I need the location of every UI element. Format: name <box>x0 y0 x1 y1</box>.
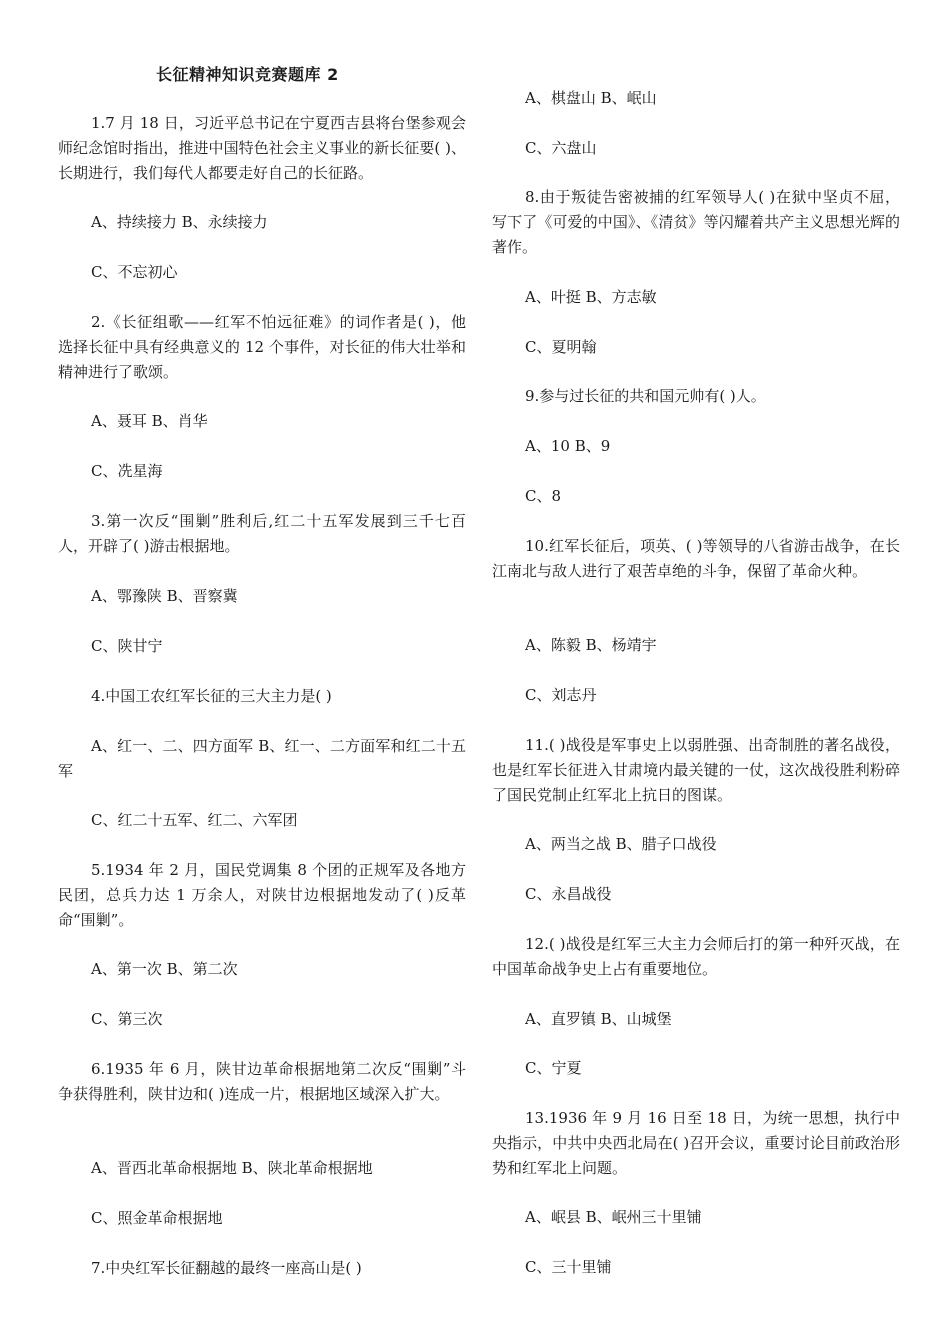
question-5: 5.1934 年 2 月，国民党调集 8 个团的正规军及各地方民团，总兵力达 1 万余人，对陕甘边根据地发动了( )反革命“围剿”。 <box>58 861 466 929</box>
question-2-option-c: C、冼星海 <box>91 462 163 480</box>
question-8-options-ab: A、叶挺 B、方志敏 <box>525 288 657 306</box>
question-1: 1.7 月 18 日，习近平总书记在宁夏西吉县将台堡参观会师纪念馆时指出，推进中国特色社会主义事业的新长征要( )、长期进行，我们每代人都要走好自己的长征路。 <box>58 114 466 182</box>
question-9-options-ab: A、10 B、9 <box>525 437 611 455</box>
question-11-option-c: C、永昌战役 <box>525 885 612 903</box>
question-3-option-c: C、陕甘宁 <box>91 637 163 655</box>
question-5-options-ab: A、第一次 B、第二次 <box>91 960 238 978</box>
question-13-option-c: C、三十里铺 <box>525 1258 612 1276</box>
question-4-option-c: C、红二十五军、红二、六军团 <box>91 811 298 829</box>
question-10-option-c: C、刘志丹 <box>525 686 597 704</box>
question-11-options-ab: A、两当之战 B、腊子口战役 <box>525 835 717 853</box>
question-2: 2.《长征组歌——红军不怕远征难》的词作者是( )，他选择长征中具有经典意义的 12 个事件，对长征的伟大壮举和精神进行了歌颂。 <box>58 313 466 381</box>
question-6: 6.1935 年 6 月，陕甘边革命根据地第二次反“围剿”斗争获得胜利，陕甘边和( )连成一片，根据地区域深入扩大。 <box>58 1060 466 1103</box>
question-9-option-c: C、8 <box>525 487 562 505</box>
question-4: 4.中国工农红军长征的三大主力是( ) <box>91 687 332 705</box>
question-1-option-c: C、不忘初心 <box>91 263 178 281</box>
question-3-options-ab: A、鄂豫陕 B、晋察冀 <box>91 587 238 605</box>
question-4-options-ab: A、红一、二、四方面军 B、红一、二方面军和红二十五军 <box>58 737 466 780</box>
question-7-options-ab: A、棋盘山 B、岷山 <box>525 89 657 107</box>
page-title: 长征精神知识竞赛题库 2 <box>156 65 339 84</box>
question-12-options-ab: A、直罗镇 B、山城堡 <box>525 1010 672 1028</box>
question-6-option-c: C、照金革命根据地 <box>91 1209 223 1227</box>
question-13: 13.1936 年 9 月 16 日至 18 日，为统一思想，执行中央指示，中共中央西北局在( )召开会议，重要讨论目前政治形势和红军北上问题。 <box>492 1109 900 1177</box>
question-10: 10.红军长征后，项英、( )等领导的八省游击战争，在长江南北与敌人进行了艰苦卓绝的斗争，保留了革命火种。 <box>492 537 900 580</box>
question-11: 11.( )战役是军事史上以弱胜强、出奇制胜的著名战役，也是红军长征进入甘肃境内最关键的一仗，这次战役胜利粉碎了国民党制止红军北上抗日的图谋。 <box>492 736 900 804</box>
question-8-option-c: C、夏明翰 <box>525 338 597 356</box>
question-6-options-ab: A、晋西北革命根据地 B、陕北革命根据地 <box>91 1159 373 1177</box>
question-3: 3.第一次反“围剿”胜利后,红二十五军发展到三千七百人，开辟了( )游击根据地。 <box>58 512 466 555</box>
question-12-option-c: C、宁夏 <box>525 1059 582 1077</box>
question-13-options-ab: A、岷县 B、岷州三十里铺 <box>525 1208 702 1226</box>
question-2-options-ab: A、聂耳 B、肖华 <box>91 412 208 430</box>
question-12: 12.( )战役是红军三大主力会师后打的第一种歼灭战，在中国革命战争史上占有重要地位。 <box>492 935 900 978</box>
question-10-options-ab: A、陈毅 B、杨靖宇 <box>525 636 657 654</box>
question-9: 9.参与过长征的共和国元帅有( )人。 <box>525 387 766 405</box>
question-8: 8.由于叛徒告密被捕的红军领导人( )在狱中坚贞不屈，写下了《可爱的中国》、《清贫》等闪耀着共产主义思想光辉的著作。 <box>492 188 900 256</box>
question-5-option-c: C、第三次 <box>91 1010 163 1028</box>
question-7: 7.中央红军长征翻越的最终一座高山是( ) <box>91 1259 362 1277</box>
question-7-option-c: C、六盘山 <box>525 139 597 157</box>
question-1-options-ab: A、持续接力 B、永续接力 <box>91 213 268 231</box>
